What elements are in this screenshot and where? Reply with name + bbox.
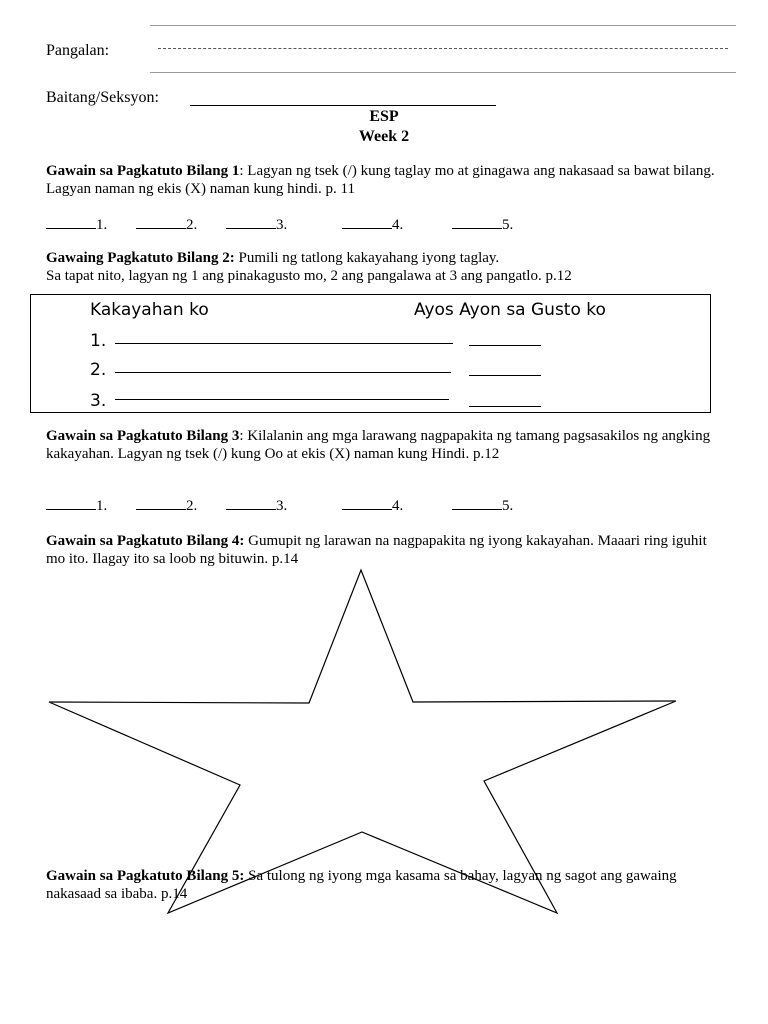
activity-5-text: Sa tulong ng iyong mga kasama sa bahay, lagyan ng sagot ang gawaing nakasaad sa ibaba. p.14 — [46, 868, 677, 902]
activity-2-instructions — [46, 249, 726, 285]
name-label: Pangalan: — [46, 42, 110, 59]
answer-blank[interactable]: 3. — [226, 496, 287, 515]
activity-1-instructions — [46, 162, 726, 198]
activity-4-text: Gumupit ng larawan na nagpapakita ng iyong kakayahan. Maaari ring iguhit mo ito. Ilagay ito sa loob ng bituwin. p.14 — [46, 533, 707, 567]
activity-3-answers — [46, 496, 726, 514]
subject-title: ESP — [369, 108, 399, 125]
ability-row-number: 1. — [90, 331, 107, 351]
answer-blank[interactable]: 4. — [342, 215, 403, 234]
ranking-input[interactable] — [469, 345, 541, 346]
ability-row-number: 2. — [90, 360, 107, 380]
ranking-column-header: Ayos Ayon sa Gusto ko — [414, 300, 606, 320]
answer-blank[interactable]: 1. — [46, 496, 107, 515]
activity-1-answers — [46, 215, 726, 233]
star-shape — [49, 570, 676, 913]
grade-section-label — [46, 89, 159, 107]
abilities-table — [30, 294, 711, 413]
grade-section-label-text: Baitang/Seksyon: — [46, 89, 159, 106]
activity-2-heading: Gawaing Pagkatuto Bilang 2: — [46, 250, 235, 266]
answer-blank[interactable]: 5. — [452, 496, 513, 515]
activity-5-instructions — [46, 867, 726, 903]
name-field[interactable] — [158, 48, 728, 49]
activity-2-text: Pumili ng tatlong kakayahang iyong taglay. — [234, 250, 500, 266]
answer-blank[interactable]: 1. — [46, 215, 107, 234]
abilities-column-header: Kakayahan ko — [90, 300, 209, 320]
name-top-rule — [150, 25, 736, 26]
name-bottom-rule — [150, 72, 736, 73]
activity-1-heading: Gawain sa Pagkatuto Bilang 1 — [46, 163, 240, 179]
activity-2-text-line2: Sa tapat nito, lagyan ng 1 ang pinakagusto mo, 2 ang pangalawa at 3 ang pangatlo. p.12 — [46, 268, 572, 284]
activity-3-heading: Gawain sa Pagkatuto Bilang 3 — [46, 428, 240, 444]
week-title: Week 2 — [358, 128, 410, 145]
ranking-input[interactable] — [469, 406, 541, 407]
activity-3-instructions — [46, 427, 726, 463]
answer-blank[interactable]: 3. — [226, 215, 287, 234]
answer-blank[interactable]: 5. — [452, 215, 513, 234]
ranking-input[interactable] — [469, 375, 541, 376]
activity-1-text: : Lagyan ng tsek (/) kung taglay mo at ginagawa ang nakasaad sa bawat bilang. Lagyan naman ng ekis (X) naman kung hindi. p. 11 — [46, 163, 715, 197]
ability-input[interactable] — [115, 372, 451, 373]
answer-blank[interactable]: 2. — [136, 215, 197, 234]
activity-5-heading: Gawain sa Pagkatuto Bilang 5: — [46, 868, 245, 884]
ability-row-number: 3. — [90, 391, 107, 411]
activity-4-heading: Gawain sa Pagkatuto Bilang 4: — [46, 533, 245, 549]
activity-4-instructions — [46, 532, 726, 568]
answer-blank[interactable]: 2. — [136, 496, 197, 515]
ability-input[interactable] — [115, 343, 453, 344]
grade-section-field[interactable] — [190, 105, 496, 106]
ability-input[interactable] — [115, 399, 449, 400]
answer-blank[interactable]: 4. — [342, 496, 403, 515]
activity-3-text: : Kilalanin ang mga larawang nagpapakita ng tamang pagsasakilos ng angking kakayahan. Lagyan ng tsek (/) kung Oo at ekis (X) naman kung Hindi. p.12 — [46, 428, 711, 462]
